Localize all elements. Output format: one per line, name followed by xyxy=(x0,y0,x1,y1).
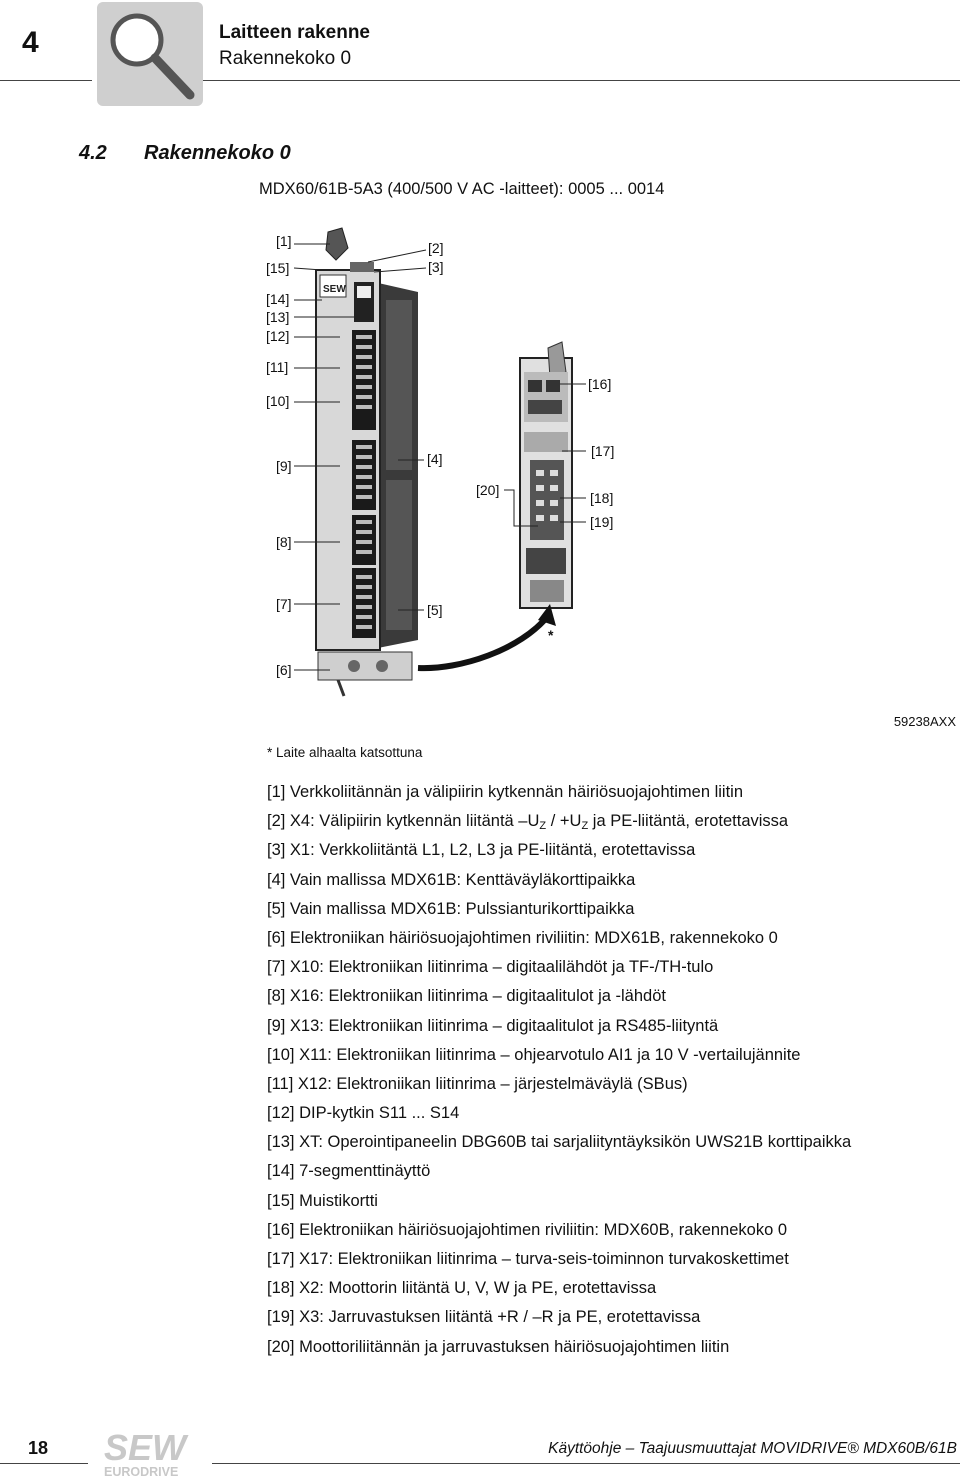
header-divider-left xyxy=(0,80,92,81)
chapter-number: 4 xyxy=(22,26,39,59)
callout-label: [1] xyxy=(276,233,292,249)
legend-item: [7] X10: Elektroniikan liitinrima – digitaalilähdöt ja TF-/TH-tulo xyxy=(267,958,714,977)
callout-label: [19] xyxy=(590,514,614,530)
legend-item: [9] X13: Elektroniikan liitinrima – digitaalitulot ja RS485-liityntä xyxy=(267,1016,719,1035)
section-number: 4.2 xyxy=(79,142,107,164)
callout-label: [2] xyxy=(428,240,444,256)
figure-code: 59238AXX xyxy=(893,714,956,729)
legend-item: [12] DIP-kytkin S11 ... S14 xyxy=(267,1104,460,1123)
header-title: Laitteen rakenne xyxy=(219,22,370,43)
callout-label: [15] xyxy=(266,260,290,276)
callout-label: [12] xyxy=(266,328,290,344)
callout-label: [5] xyxy=(427,602,443,618)
legend-item: [5] Vain mallissa MDX61B: Pulssianturikorttipaikka xyxy=(267,899,635,918)
page-number: 18 xyxy=(28,1438,49,1458)
svg-text:SEW: SEW xyxy=(323,284,346,295)
svg-text:SEW: SEW xyxy=(104,1428,187,1468)
legend-item: [16] Elektroniikan häiriösuojajohtimen riviliitin: MDX60B, rakennekoko 0 xyxy=(267,1220,788,1239)
legend-list xyxy=(267,782,851,1366)
magnifier-icon xyxy=(97,2,203,106)
footer-divider-right xyxy=(212,1463,960,1464)
callout-label: [18] xyxy=(590,490,614,506)
legend-item: [10] X11: Elektroniikan liitinrima – ohjearvotulo AI1 ja 10 V -vertailujännite xyxy=(267,1045,801,1064)
legend-item: [17] X17: Elektroniikan liitinrima – turva-seis-toiminnon turvakoskettimet xyxy=(267,1250,789,1268)
figure-note: * Laite alhaalta katsottuna xyxy=(267,745,423,760)
callout-label: [7] xyxy=(276,596,292,612)
callout-label: [13] xyxy=(266,309,290,325)
footer-divider-left xyxy=(0,1463,88,1464)
callout-label: [8] xyxy=(276,534,292,550)
legend-item: [19] X3: Jarruvastuksen liitäntä +R / –R ja PE, erotettavissa xyxy=(267,1308,701,1327)
legend-item: [8] X16: Elektroniikan liitinrima – digitaalitulot ja -lähdöt xyxy=(267,987,666,1006)
svg-text:EURODRIVE: EURODRIVE xyxy=(104,1465,179,1478)
bottom-view-illustration xyxy=(520,342,572,608)
callout-label: [10] xyxy=(266,393,290,409)
callout-label: [11] xyxy=(266,359,289,375)
legend-item: [15] Muistikortti xyxy=(267,1191,378,1210)
legend-item: [18] X2: Moottorin liitäntä U, V, W ja PE, erotettavissa xyxy=(267,1279,657,1298)
callout-label: [3] xyxy=(428,259,444,275)
device-illustration xyxy=(0,225,960,705)
legend-item: [2] X4: Välipiirin kytkennän liitäntä $-U_Z / +U_Z$ ja PE-liitäntä, erotettavissa xyxy=(267,812,789,833)
legend-item: [14] 7-segmenttinäyttö xyxy=(267,1162,431,1181)
legend-item: [1] Verkkoliitännän ja välipiirin kytkennän häiriösuojajohtimen liitin xyxy=(267,783,744,801)
callout-label: [14] xyxy=(266,291,290,307)
callout-label: [16] xyxy=(588,376,612,392)
section-title: Rakennekoko 0 xyxy=(144,142,291,164)
bottom-view-marker: * xyxy=(548,627,554,643)
device-figure xyxy=(0,225,960,705)
header-divider-right xyxy=(203,80,960,81)
legend-item: [20] Moottoriliitännän ja jarruvastuksen häiriösuojajohtimen liitin xyxy=(267,1337,730,1356)
footer-document-title: Käyttöohje – Taajuusmuuttajat MOVIDRIVE® MDX60B/61B xyxy=(548,1440,957,1457)
callout-label: [6] xyxy=(276,662,292,678)
legend-item: [4] Vain mallissa MDX61B: Kenttäväyläkorttipaikka xyxy=(267,870,636,889)
legend-item: [3] X1: Verkkoliitäntä L1, L2, L3 ja PE-liitäntä, erotettavissa xyxy=(267,841,696,860)
callout-label: [17] xyxy=(591,443,615,459)
callout-label: [9] xyxy=(276,458,292,474)
legend-item: [11] X12: Elektroniikan liitinrima – järjestelmäväylä (SBus) xyxy=(267,1074,688,1093)
callout-label: [4] xyxy=(427,451,443,467)
legend-item: [13] XT: Operointipaneelin DBG60B tai sarjaliityntäyksikön UWS21B korttipaikka xyxy=(267,1133,852,1152)
legend-item: [6] Elektroniikan häiriösuojajohtimen riviliitin: MDX61B, rakennekoko 0 xyxy=(267,928,778,947)
callout-label: [20] xyxy=(476,482,500,498)
sew-eurodrive-logo xyxy=(102,1428,208,1483)
header-subtitle: Rakennekoko 0 xyxy=(219,48,352,69)
intro-text: MDX60/61B-5A3 (400/500 V AC -laitteet): 0005 ... 0014 xyxy=(259,180,665,198)
main-unit-illustration xyxy=(316,228,418,696)
